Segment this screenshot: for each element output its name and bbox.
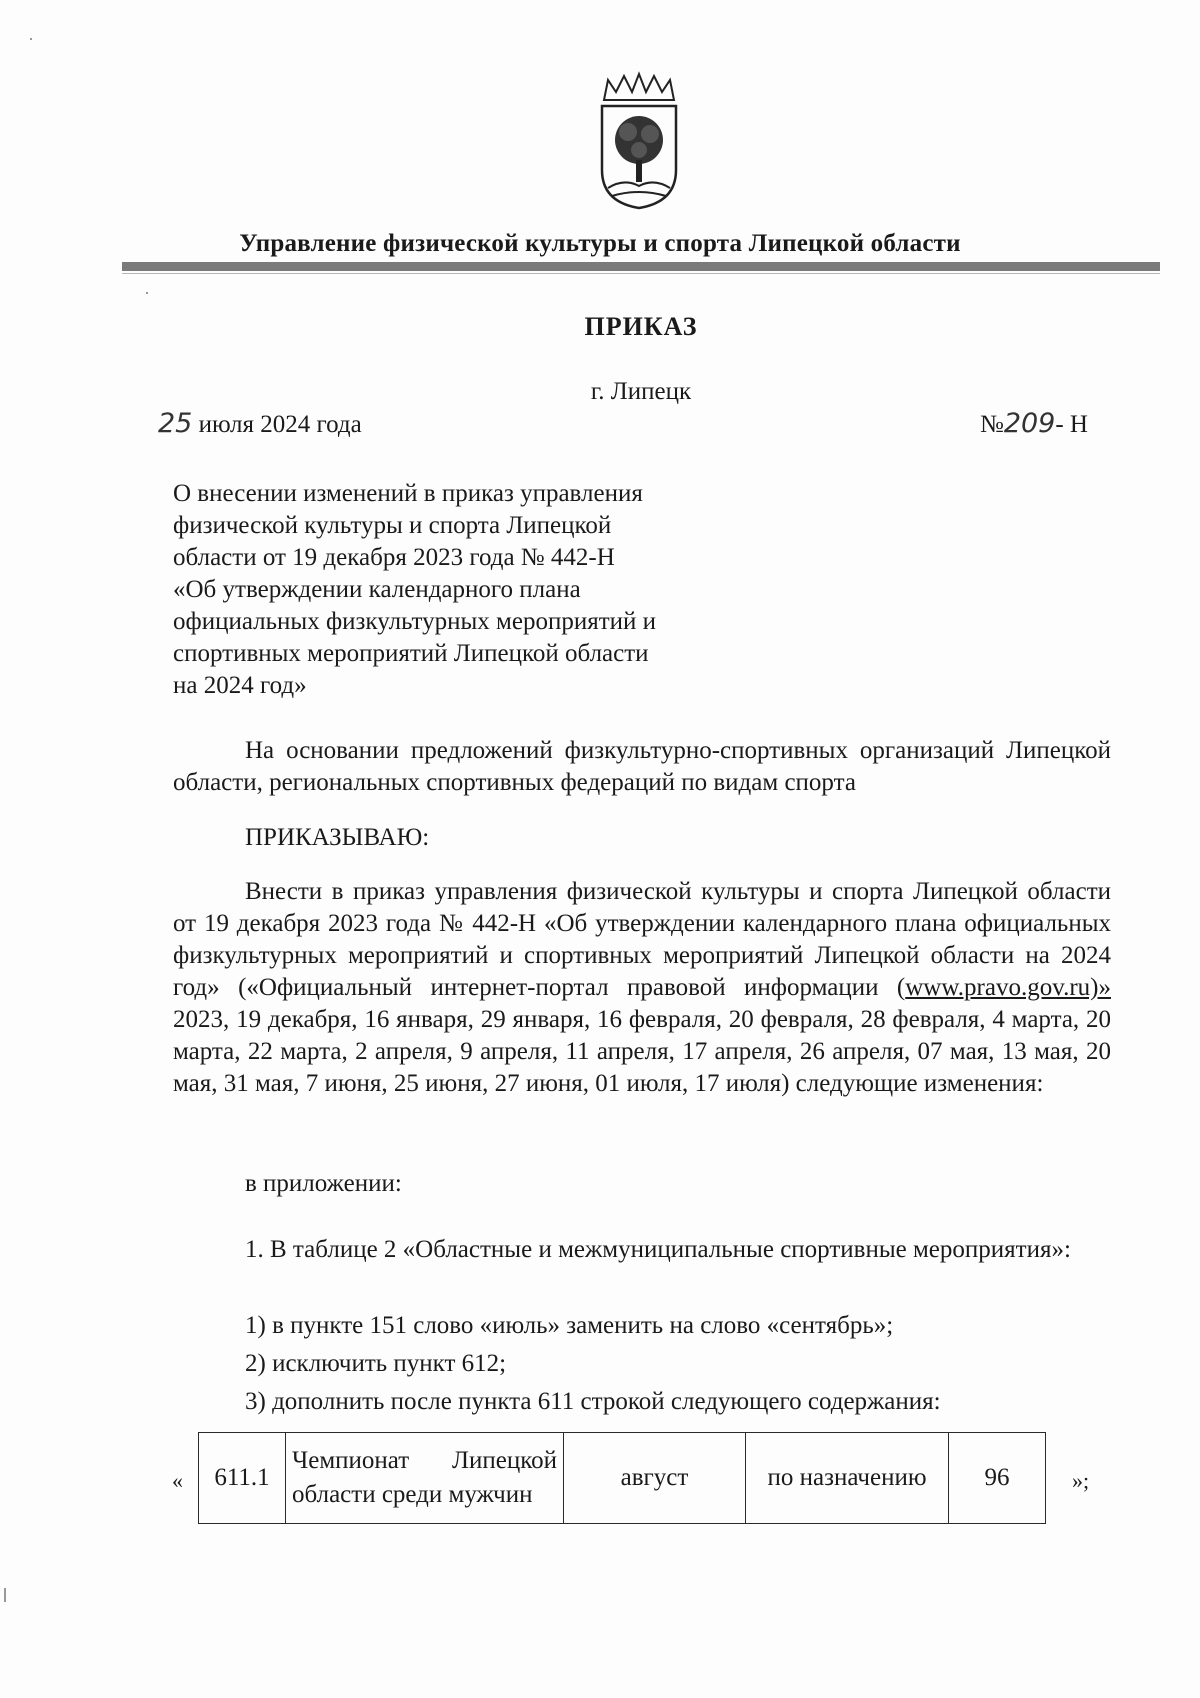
close-quote: »; (1072, 1468, 1090, 1493)
event-name-line2: области среди мужчин (292, 1481, 533, 1508)
lipetsk-coat-of-arms-icon (594, 70, 684, 210)
scan-speck (146, 292, 148, 294)
event-name-word-2: Липецкой (452, 1447, 557, 1474)
subject-line: спортивных мероприятий Липецкой области (173, 640, 649, 667)
number-handwritten: 209 (1003, 408, 1056, 439)
date-day-handwritten: 25 (158, 408, 193, 439)
event-place: по назначению (746, 1433, 949, 1524)
inserted-row-table (198, 1432, 1046, 1524)
document-date (158, 408, 362, 439)
inserted-row-block (160, 1432, 1100, 1524)
row-number: 611.1 (199, 1433, 286, 1524)
subject-line: на 2024 год» (173, 672, 307, 699)
number-suffix: - Н (1055, 411, 1088, 438)
date-rest: июля 2024 года (192, 411, 362, 438)
participants-count: 96 (949, 1433, 1046, 1524)
main-paragraph (173, 876, 1111, 1100)
scan-speck (30, 38, 32, 40)
sub-item-3: 3) дополнить после пункта 611 строкой следующего содержания: (245, 1388, 941, 1415)
pravo-link[interactable]: www.pravo.gov.ru)» (905, 974, 1111, 1001)
city: г. Липецк (590, 378, 692, 405)
main-text-after-link: 2023, 19 декабря, 16 января, 29 января, 16 февраля, 20 февраля, 28 февраля, 4 марта, 20 марта, 22 марта, 2 апреля, 9 апреля, 11 апреля, 17 апреля, 26 апреля, 07 мая, 13 мая, 20 мая, 31 мая, 7 июня, 25 июня, 27 июня, 01 июля, 17 июля) следующие изменения: (173, 1006, 1111, 1097)
scan-speck (4, 1588, 6, 1602)
subject-line: О внесении изменений в приказ управления (173, 480, 643, 507)
subject-line: «Об утверждении календарного плана (173, 576, 581, 603)
header-rule (122, 262, 1160, 271)
number-prefix: № (979, 411, 1004, 438)
sub-item-2: 2) исключить пункт 612; (245, 1350, 507, 1377)
document-subject (173, 478, 733, 702)
appendix-label: в приложении: (245, 1170, 402, 1197)
basis-paragraph: На основании предложений физкультурно-спортивных организаций Липецкой области, региональных спортивных федераций по видам спорта (173, 737, 1111, 796)
subject-line: области от 19 декабря 2023 года № 442-Н (173, 544, 615, 571)
sub-item-1: 1) в пункте 151 слово «июль» заменить на слово «сентябрь»; (245, 1312, 894, 1339)
open-quote: « (172, 1468, 183, 1493)
subject-line: физической культуры и спорта Липецкой (173, 512, 612, 539)
event-month: август (564, 1433, 746, 1524)
order-word: ПРИКАЗЫВАЮ: (245, 824, 430, 851)
subject-line: официальных физкультурных мероприятий и (173, 608, 657, 635)
document-type: ПРИКАЗ (584, 312, 698, 341)
table-row (199, 1433, 1046, 1524)
organization-title: Управление физической культуры и спорта Липецкой области (239, 230, 961, 257)
item-1: 1. В таблице 2 «Областные и межмуниципальные спортивные мероприятия»: (245, 1236, 1071, 1263)
document-number (980, 408, 1088, 439)
event-name-word-1: Чемпионат (292, 1447, 410, 1474)
main-text-before-link: Внести в приказ управления физической культуры и спорта Липецкой области от 19 декабря 2023 года № 442-Н «Об утверждении календарного плана официальных физкультурных мероприятий и спортивных мероприятий Липецкой области на 2024 год» («Официальный интернет-портал правовой информации ( (173, 878, 1111, 1001)
header-rule-thin (122, 273, 1160, 274)
event-name (286, 1433, 564, 1524)
